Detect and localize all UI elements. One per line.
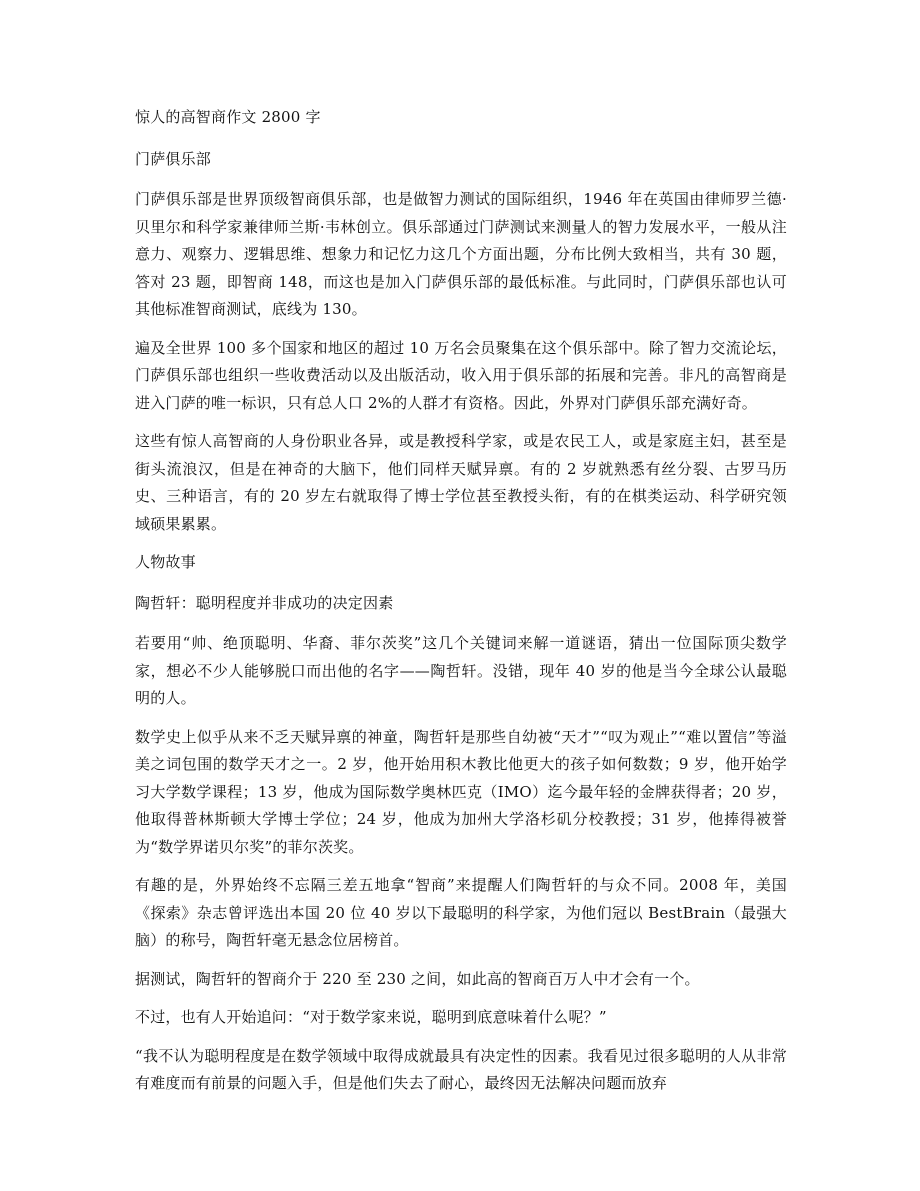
paragraph: 不过，也有人开始追问：“对于数学家来说，聪明到底意味着什么呢？” xyxy=(135,1008,607,1026)
document-page xyxy=(135,104,787,1109)
paragraph: 若要用“帅、绝顶聪明、华裔、菲尔茨奖”这几个关键词来解一道谜语，猜出一位国际顶尖数学家，想必不少人能够脱口而出他的名字——陶哲轩。没错，现年 40 岁的他是当今全球公认最聪明的人。 xyxy=(135,634,787,707)
paragraph: 这些有惊人高智商的人身份职业各异，或是教授科学家，或是农民工人，或是家庭主妇，甚至是街头流浪汉，但是在神奇的大脑下，他们同样天赋异禀。有的 2 岁就熟悉有丝分裂、古罗马历史、三种语言，有的 20 岁左右就取得了博士学位甚至教授头衔，有的在棋类运动、科学研究领域硕果累累。 xyxy=(135,432,787,533)
paragraph: 据测试，陶哲轩的智商介于 220 至 230 之间，如此高的智商百万人中才会有一个。 xyxy=(135,969,700,988)
paragraph: 有趣的是，外界始终不忘隔三差五地拿“智商”来提醒人们陶哲轩的与众不同。2008 年，美国《探索》杂志曾评选出本国 20 位 40 岁以下最聪明的科学家，为他们冠以 BestBrain（最强大脑）的称号，陶哲轩毫无悬念位居榜首。 xyxy=(135,876,787,949)
document-title: 惊人的高智商作文 2800 字 xyxy=(135,108,321,126)
paragraph: 数学史上似乎从来不乏天赋异禀的神童，陶哲轩是那些自幼被“天才”“叹为观止”“难以置信”等溢美之词包围的数学天才之一。2 岁，他开始用积木教比他更大的孩子如何数数；9 岁，他开始学习大学数学课程；13 岁，他成为国际数学奥林匹克（IMO）迄今最年轻的金牌获得者；20 岁，他取得普林斯顿大学博士学位；24 岁，他成为加州大学洛杉矶分校教授；31 岁，他捧得被誉为“数学界诺贝尔奖”的菲尔茨奖。 xyxy=(135,727,787,856)
paragraph: “我不认为聪明程度是在数学领域中取得成就最具有决定性的因素。我看见过很多聪明的人从非常有难度而有前景的问题入手，但是他们失去了耐心，最终因无法解决问题而放弃 xyxy=(135,1046,787,1092)
section-heading-mensa: 门萨俱乐部 xyxy=(135,149,212,168)
paragraph: 遍及全世界 100 多个国家和地区的超过 10 万名会员聚集在这个俱乐部中。除了智力交流论坛，门萨俱乐部也组织一些收费活动以及出版活动，收入用于俱乐部的拓展和完善。非凡的高智商是进入门萨的唯一标识，只有总人口 2%的人群才有资格。因此，外界对门萨俱乐部充满好奇。 xyxy=(135,338,787,412)
subsection-heading-tao: 陶哲轩：聪明程度并非成功的决定因素 xyxy=(135,593,394,612)
paragraph: 门萨俱乐部是世界顶级智商俱乐部，也是做智力测试的国际组织，1946 年在英国由律师罗兰德·贝里尔和科学家兼律师兰斯·韦林创立。俱乐部通过门萨测试来测量人的智力发展水平，一般从注意力、观察力、逻辑思维、想象力和记忆力这几个方面出题，分布比例大致相当，共有 30 题，答对 23 题，即智商 148，而这也是加入门萨俱乐部的最低标准。与此同时，门萨俱乐部也认可其他标准智商测试，底线为 130。 xyxy=(135,190,787,318)
section-heading-story: 人物故事 xyxy=(135,553,196,571)
